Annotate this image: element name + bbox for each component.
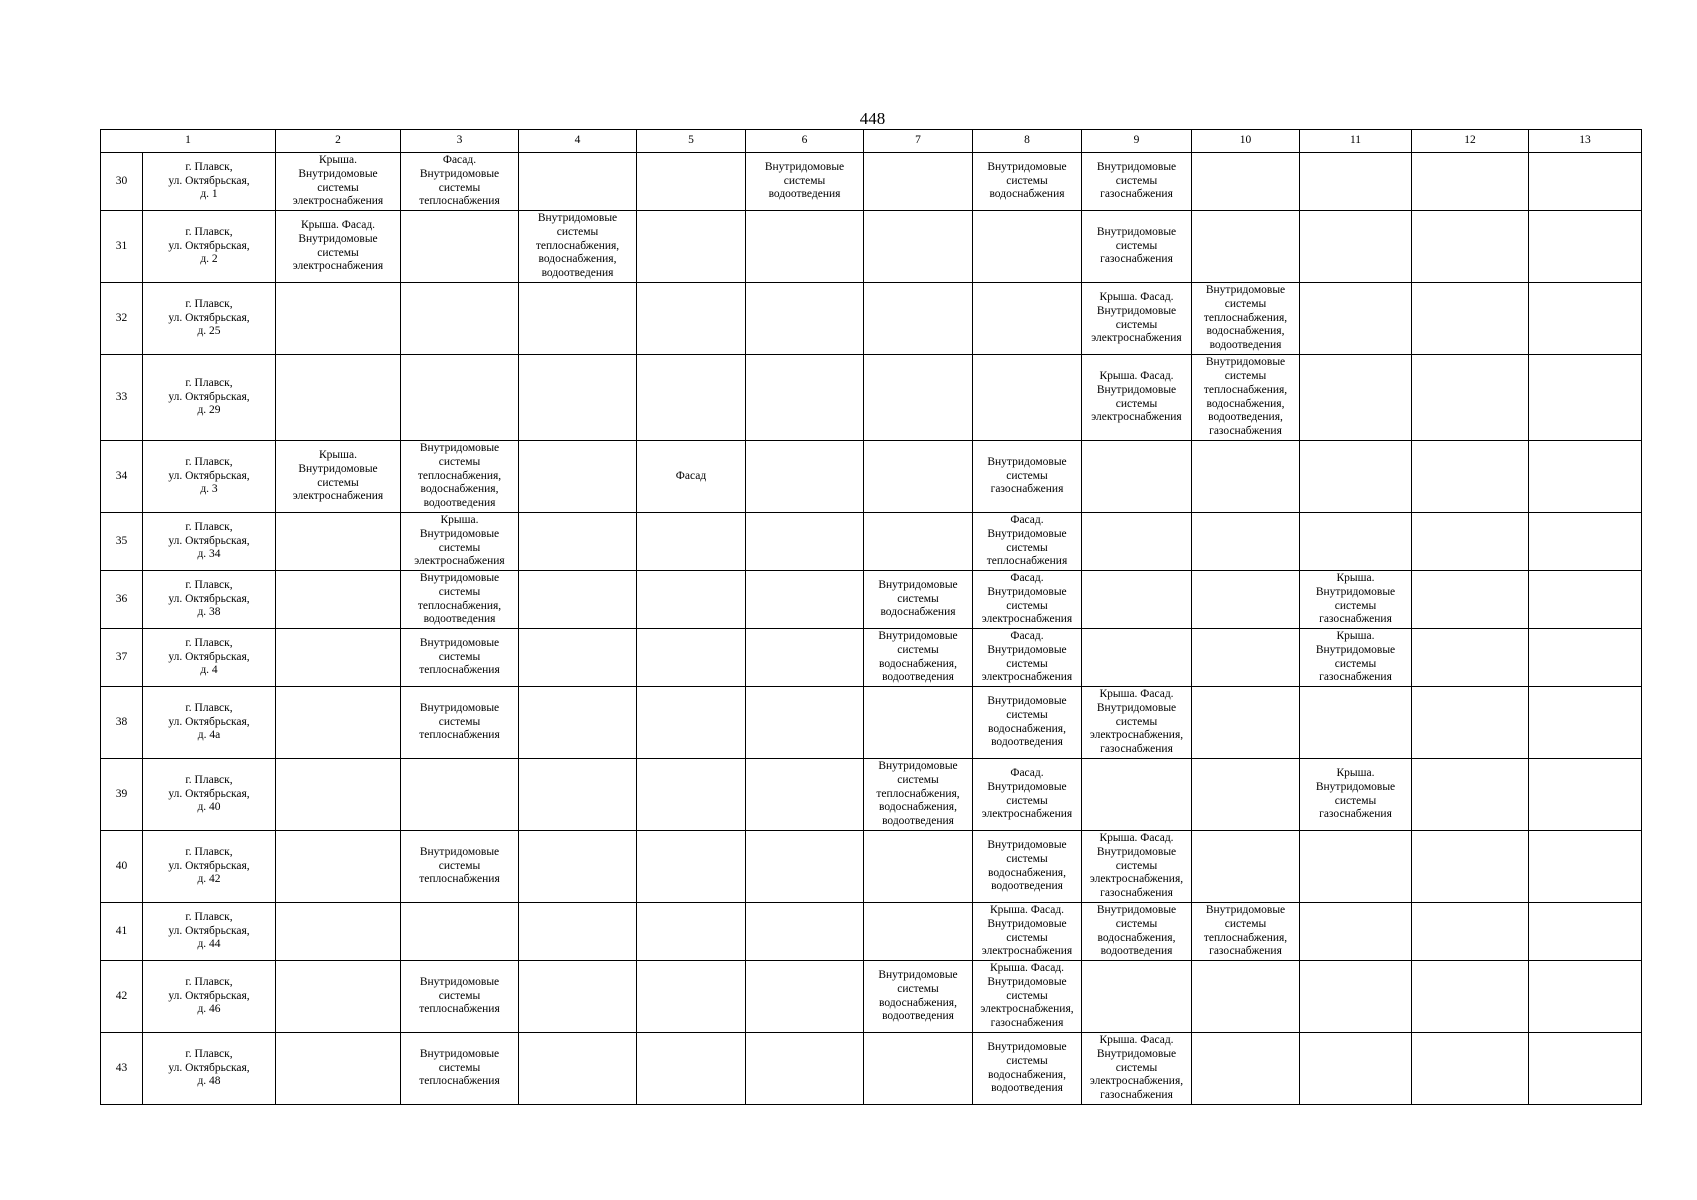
table-cell: Фасад. Внутридомовые системы теплоснабжения bbox=[973, 513, 1082, 571]
table-cell bbox=[519, 831, 637, 903]
table-cell: Внутридомовые системы водоснабжения bbox=[973, 153, 1082, 211]
table-cell bbox=[1529, 153, 1642, 211]
column-header: 6 bbox=[746, 130, 864, 153]
table-cell: Внутридомовые системы водоснабжения, водоотведения bbox=[1082, 903, 1192, 961]
table-cell bbox=[519, 687, 637, 759]
table-cell bbox=[1082, 759, 1192, 831]
table-cell bbox=[276, 283, 401, 355]
table-cell: Крыша. Внутридомовые системы электроснабжения bbox=[276, 153, 401, 211]
column-header: 12 bbox=[1412, 130, 1529, 153]
table-cell bbox=[1412, 153, 1529, 211]
table-cell bbox=[519, 153, 637, 211]
table-cell bbox=[1529, 759, 1642, 831]
table-cell: Фасад bbox=[637, 441, 746, 513]
table-cell bbox=[637, 629, 746, 687]
table-row bbox=[101, 629, 1642, 687]
table-cell bbox=[1529, 629, 1642, 687]
table-cell bbox=[519, 355, 637, 441]
table-cell bbox=[1529, 441, 1642, 513]
table-cell: Внутридомовые системы теплоснабжения, водоснабжения, водоотведения bbox=[401, 441, 519, 513]
table-cell bbox=[1412, 283, 1529, 355]
table-cell: Крыша. Фасад. Внутридомовые системы электроснабжения, газоснабжения bbox=[973, 961, 1082, 1033]
table-cell bbox=[973, 283, 1082, 355]
table-cell bbox=[1192, 629, 1300, 687]
column-header: 8 bbox=[973, 130, 1082, 153]
table-cell: Внутридомовые системы теплоснабжения, водоснабжения, водоотведения, газоснабжения bbox=[1192, 355, 1300, 441]
table-cell bbox=[637, 211, 746, 283]
table-cell bbox=[864, 355, 973, 441]
table-cell bbox=[746, 1033, 864, 1105]
table-cell bbox=[276, 629, 401, 687]
table-cell bbox=[1412, 441, 1529, 513]
table-row bbox=[101, 831, 1642, 903]
table-cell: Внутридомовые системы теплоснабжения, газоснабжения bbox=[1192, 903, 1300, 961]
column-header: 2 bbox=[276, 130, 401, 153]
table-cell bbox=[1412, 903, 1529, 961]
table-row bbox=[101, 441, 1642, 513]
table-cell bbox=[276, 961, 401, 1033]
address-cell: г. Плавск, ул. Октябрьская, д. 29 bbox=[143, 355, 276, 441]
table-cell bbox=[1529, 903, 1642, 961]
table-row bbox=[101, 1033, 1642, 1105]
table-cell bbox=[1300, 903, 1412, 961]
table-cell bbox=[637, 831, 746, 903]
table-cell bbox=[1529, 355, 1642, 441]
table-cell bbox=[519, 903, 637, 961]
table-cell bbox=[1529, 283, 1642, 355]
table-cell bbox=[1412, 759, 1529, 831]
table-cell: Внутридомовые системы водоснабжения, водоотведения bbox=[973, 687, 1082, 759]
table-cell: Крыша. Фасад. Внутридомовые системы электроснабжения, газоснабжения bbox=[1082, 687, 1192, 759]
column-header: 13 bbox=[1529, 130, 1642, 153]
table-cell bbox=[1192, 961, 1300, 1033]
table-cell bbox=[1412, 513, 1529, 571]
table-cell bbox=[401, 283, 519, 355]
repair-schedule-table bbox=[100, 129, 1642, 1105]
table-cell: Внутридомовые системы газоснабжения bbox=[1082, 153, 1192, 211]
column-header: 9 bbox=[1082, 130, 1192, 153]
table-row bbox=[101, 903, 1642, 961]
table-cell bbox=[1192, 687, 1300, 759]
table-cell: Крыша. Фасад. Внутридомовые системы электроснабжения bbox=[1082, 355, 1192, 441]
table-cell bbox=[276, 513, 401, 571]
table-cell: Внутридомовые системы водоотведения bbox=[746, 153, 864, 211]
table-cell bbox=[1192, 1033, 1300, 1105]
table-cell: Фасад. Внутридомовые системы теплоснабжения bbox=[401, 153, 519, 211]
table-cell bbox=[746, 441, 864, 513]
address-cell: г. Плавск, ул. Октябрьская, д. 42 bbox=[143, 831, 276, 903]
table-cell bbox=[1300, 1033, 1412, 1105]
table-cell bbox=[746, 283, 864, 355]
table-cell bbox=[973, 211, 1082, 283]
table-cell bbox=[1529, 1033, 1642, 1105]
table-cell bbox=[637, 571, 746, 629]
table-row bbox=[101, 513, 1642, 571]
table-cell bbox=[864, 441, 973, 513]
table-cell bbox=[1192, 759, 1300, 831]
table-cell bbox=[864, 1033, 973, 1105]
table-cell: Фасад. Внутридомовые системы электроснабжения bbox=[973, 571, 1082, 629]
row-number: 35 bbox=[101, 513, 143, 571]
table-cell bbox=[1412, 961, 1529, 1033]
table-cell bbox=[864, 513, 973, 571]
row-number: 31 bbox=[101, 211, 143, 283]
table-cell bbox=[1300, 831, 1412, 903]
table-cell bbox=[746, 571, 864, 629]
table-cell bbox=[276, 571, 401, 629]
row-number: 32 bbox=[101, 283, 143, 355]
table-cell: Внутридомовые системы водоснабжения, водоотведения bbox=[973, 831, 1082, 903]
table-cell bbox=[637, 903, 746, 961]
table-cell: Внутридомовые системы теплоснабжения bbox=[401, 831, 519, 903]
table-cell bbox=[1192, 831, 1300, 903]
column-header: 4 bbox=[519, 130, 637, 153]
table-cell bbox=[746, 903, 864, 961]
address-cell: г. Плавск, ул. Октябрьская, д. 44 bbox=[143, 903, 276, 961]
address-cell: г. Плавск, ул. Октябрьская, д. 3 bbox=[143, 441, 276, 513]
table-cell: Крыша. Фасад. Внутридомовые системы электроснабжения bbox=[1082, 283, 1192, 355]
table-cell bbox=[637, 283, 746, 355]
table-cell bbox=[519, 283, 637, 355]
table-cell bbox=[1300, 211, 1412, 283]
table-cell bbox=[1192, 441, 1300, 513]
table-cell bbox=[1300, 961, 1412, 1033]
table-cell bbox=[746, 629, 864, 687]
table-row bbox=[101, 961, 1642, 1033]
page-number: 448 bbox=[859, 109, 886, 128]
row-number: 34 bbox=[101, 441, 143, 513]
table-cell bbox=[746, 759, 864, 831]
address-cell: г. Плавск, ул. Октябрьская, д. 1 bbox=[143, 153, 276, 211]
address-cell: г. Плавск, ул. Октябрьская, д. 2 bbox=[143, 211, 276, 283]
table-cell bbox=[864, 283, 973, 355]
table-cell bbox=[1082, 571, 1192, 629]
row-number: 41 bbox=[101, 903, 143, 961]
column-header: 7 bbox=[864, 130, 973, 153]
table-cell bbox=[746, 831, 864, 903]
table-cell bbox=[864, 687, 973, 759]
table-cell: Внутридомовые системы теплоснабжения bbox=[401, 961, 519, 1033]
table-cell bbox=[519, 1033, 637, 1105]
table-row bbox=[101, 759, 1642, 831]
column-header: 10 bbox=[1192, 130, 1300, 153]
table-cell: Крыша. Фасад. Внутридомовые системы электроснабжения bbox=[276, 211, 401, 283]
address-cell: г. Плавск, ул. Октябрьская, д. 48 bbox=[143, 1033, 276, 1105]
table-cell bbox=[864, 153, 973, 211]
table-cell bbox=[401, 759, 519, 831]
table-cell: Внутридомовые системы водоснабжения bbox=[864, 571, 973, 629]
table-row bbox=[101, 355, 1642, 441]
table-cell bbox=[1529, 961, 1642, 1033]
table-cell: Внутридомовые системы теплоснабжения bbox=[401, 629, 519, 687]
table-cell: Крыша. Фасад. Внутридомовые системы электроснабжения bbox=[973, 903, 1082, 961]
table-cell bbox=[746, 211, 864, 283]
row-number: 37 bbox=[101, 629, 143, 687]
table-cell: Крыша. Внутридомовые системы электроснабжения bbox=[401, 513, 519, 571]
table-cell bbox=[1300, 513, 1412, 571]
table-cell: Внутридомовые системы водоснабжения, водоотведения bbox=[973, 1033, 1082, 1105]
table-cell bbox=[1192, 211, 1300, 283]
table-cell bbox=[1529, 831, 1642, 903]
table-cell bbox=[637, 513, 746, 571]
table-cell bbox=[1300, 355, 1412, 441]
table-cell: Крыша. Фасад. Внутридомовые системы электроснабжения, газоснабжения bbox=[1082, 1033, 1192, 1105]
table-cell bbox=[1529, 687, 1642, 759]
table-cell bbox=[1082, 513, 1192, 571]
table-cell bbox=[1412, 211, 1529, 283]
column-header: 1 bbox=[101, 130, 276, 153]
column-header: 5 bbox=[637, 130, 746, 153]
table-cell: Крыша. Внутридомовые системы электроснабжения bbox=[276, 441, 401, 513]
column-header: 11 bbox=[1300, 130, 1412, 153]
table-cell bbox=[1412, 687, 1529, 759]
table-cell bbox=[1412, 1033, 1529, 1105]
table-cell bbox=[864, 211, 973, 283]
address-cell: г. Плавск, ул. Октябрьская, д. 40 bbox=[143, 759, 276, 831]
row-number: 33 bbox=[101, 355, 143, 441]
row-number: 42 bbox=[101, 961, 143, 1033]
table-cell: Внутридомовые системы теплоснабжения, водоотведения bbox=[401, 571, 519, 629]
table-cell bbox=[1412, 831, 1529, 903]
table-cell bbox=[1082, 961, 1192, 1033]
table-cell bbox=[1412, 629, 1529, 687]
table-cell bbox=[637, 355, 746, 441]
table-row bbox=[101, 153, 1642, 211]
table-cell: Внутридомовые системы теплоснабжения bbox=[401, 687, 519, 759]
table-cell bbox=[519, 441, 637, 513]
address-cell: г. Плавск, ул. Октябрьская, д. 46 bbox=[143, 961, 276, 1033]
table-cell bbox=[1192, 571, 1300, 629]
address-cell: г. Плавск, ул. Октябрьская, д. 38 bbox=[143, 571, 276, 629]
table-cell bbox=[746, 513, 864, 571]
table-cell bbox=[1529, 211, 1642, 283]
table-cell bbox=[1529, 513, 1642, 571]
table-cell: Крыша. Внутридомовые системы газоснабжения bbox=[1300, 759, 1412, 831]
table-cell: Внутридомовые системы теплоснабжения, водоснабжения, водоотведения bbox=[1192, 283, 1300, 355]
header-row bbox=[101, 130, 1642, 153]
row-number: 36 bbox=[101, 571, 143, 629]
row-number: 38 bbox=[101, 687, 143, 759]
table-cell: Внутридомовые системы водоснабжения, водоотведения bbox=[864, 629, 973, 687]
table-row bbox=[101, 571, 1642, 629]
address-cell: г. Плавск, ул. Октябрьская, д. 4 bbox=[143, 629, 276, 687]
table-cell bbox=[519, 759, 637, 831]
table-cell: Крыша. Внутридомовые системы газоснабжения bbox=[1300, 571, 1412, 629]
table-cell bbox=[1300, 283, 1412, 355]
table-cell bbox=[637, 687, 746, 759]
table-cell bbox=[637, 153, 746, 211]
table-cell bbox=[637, 759, 746, 831]
table-cell bbox=[1300, 153, 1412, 211]
table-cell bbox=[401, 903, 519, 961]
table-cell: Фасад. Внутридомовые системы электроснабжения bbox=[973, 629, 1082, 687]
table-cell bbox=[746, 961, 864, 1033]
table-cell bbox=[637, 961, 746, 1033]
table-cell bbox=[401, 355, 519, 441]
table-cell bbox=[401, 211, 519, 283]
table-cell bbox=[746, 687, 864, 759]
table-row bbox=[101, 687, 1642, 759]
table-cell: Крыша. Фасад. Внутридомовые системы электроснабжения, газоснабжения bbox=[1082, 831, 1192, 903]
table-cell bbox=[864, 831, 973, 903]
table-cell bbox=[276, 831, 401, 903]
table-cell bbox=[746, 355, 864, 441]
table-cell bbox=[276, 687, 401, 759]
table-cell bbox=[1082, 629, 1192, 687]
table-cell bbox=[519, 571, 637, 629]
table-cell bbox=[276, 1033, 401, 1105]
column-header: 3 bbox=[401, 130, 519, 153]
table-cell bbox=[519, 513, 637, 571]
table-cell bbox=[276, 759, 401, 831]
address-cell: г. Плавск, ул. Октябрьская, д. 4а bbox=[143, 687, 276, 759]
row-number: 39 bbox=[101, 759, 143, 831]
table-cell bbox=[1412, 355, 1529, 441]
table-cell: Внутридомовые системы водоснабжения, водоотведения bbox=[864, 961, 973, 1033]
table-cell bbox=[1412, 571, 1529, 629]
table-cell bbox=[864, 903, 973, 961]
table-row bbox=[101, 283, 1642, 355]
table-row bbox=[101, 211, 1642, 283]
address-cell: г. Плавск, ул. Октябрьская, д. 34 bbox=[143, 513, 276, 571]
table-cell: Внутридомовые системы теплоснабжения bbox=[401, 1033, 519, 1105]
table-cell bbox=[1300, 687, 1412, 759]
table-cell bbox=[519, 629, 637, 687]
table-cell: Внутридомовые системы теплоснабжения, водоснабжения, водоотведения bbox=[864, 759, 973, 831]
table-cell: Внутридомовые системы газоснабжения bbox=[1082, 211, 1192, 283]
row-number: 43 bbox=[101, 1033, 143, 1105]
table-cell bbox=[276, 903, 401, 961]
table-cell bbox=[1082, 441, 1192, 513]
row-number: 30 bbox=[101, 153, 143, 211]
address-cell: г. Плавск, ул. Октябрьская, д. 25 bbox=[143, 283, 276, 355]
table-cell bbox=[1192, 153, 1300, 211]
table-cell bbox=[1529, 571, 1642, 629]
table-cell: Фасад. Внутридомовые системы электроснабжения bbox=[973, 759, 1082, 831]
table-cell bbox=[637, 1033, 746, 1105]
table-cell bbox=[519, 961, 637, 1033]
table-cell: Внутридомовые системы газоснабжения bbox=[973, 441, 1082, 513]
table-cell bbox=[1300, 441, 1412, 513]
table-cell bbox=[276, 355, 401, 441]
table-cell: Внутридомовые системы теплоснабжения, водоснабжения, водоотведения bbox=[519, 211, 637, 283]
table-cell bbox=[973, 355, 1082, 441]
table-cell: Крыша. Внутридомовые системы газоснабжения bbox=[1300, 629, 1412, 687]
table-cell bbox=[1192, 513, 1300, 571]
row-number: 40 bbox=[101, 831, 143, 903]
